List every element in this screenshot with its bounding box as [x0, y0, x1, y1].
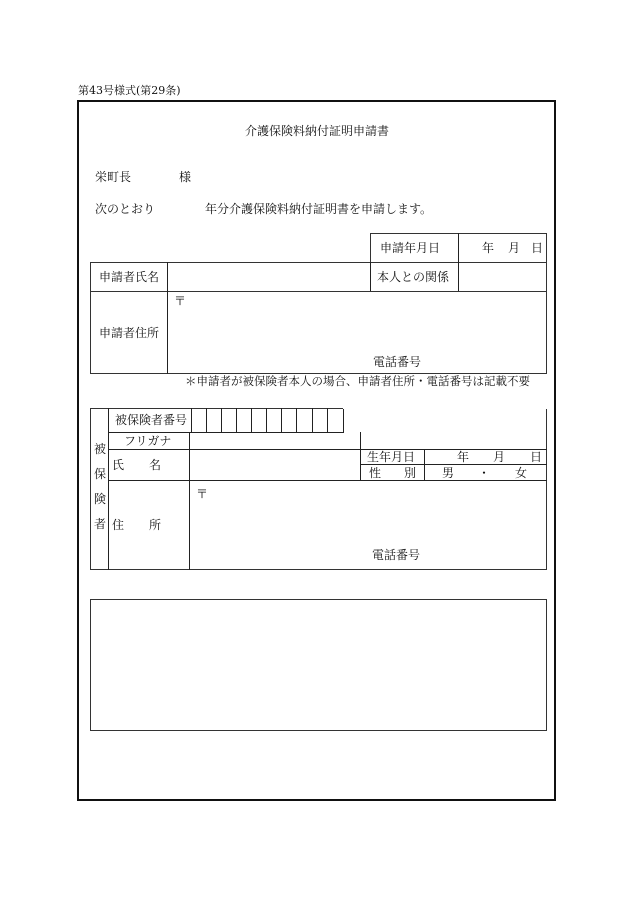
applicant-date-label: 申請年月日 [380, 241, 441, 255]
form-title: 介護保険料納付証明申請書 [245, 124, 390, 138]
insured-number-input[interactable] [192, 409, 343, 432]
sex-label-2: 別 [404, 466, 417, 480]
sex-male-option[interactable]: 男 [442, 466, 455, 480]
applicant-address-input[interactable] [168, 292, 546, 373]
sex-female-option[interactable]: 女 [515, 466, 528, 480]
addressee-honorific: 様 [179, 170, 192, 184]
applicant-date-field[interactable]: 年 月 日 [482, 241, 544, 255]
insured-name-input[interactable] [190, 450, 360, 480]
postal-mark-icon: 〒 [174, 294, 187, 308]
insured-address-label-2: 所 [149, 518, 162, 532]
birth-date-field[interactable]: 年 月 日 [457, 450, 543, 464]
applicant-relation-label: 本人との関係 [377, 270, 450, 284]
form-frame: 介護保険料納付証明申請書 栄町長 様 次のとおり 年分介護保険料納付証明書を申請します。 申請年月日 年 月 日 申請者氏名 本人との関係 申請者住所 〒 電話番号 ＊申請者が被保険者本人の場合、申請者住所・電話番号は記載不要 被 保 険 者 被保険者番号 フリガナ 氏 名 生年月日 年 月 日 性 別 男 ・ 女 住 所 〒 電話番号 [77, 100, 556, 801]
addressee-name: 栄町長 [95, 170, 132, 184]
insured-number-label: 被保険者番号 [115, 413, 188, 427]
applicant-name-label: 申請者氏名 [99, 270, 160, 284]
insured-name-label-2: 名 [149, 458, 162, 472]
request-body: 年分介護保険料納付証明書を申請します。 [205, 202, 433, 216]
applicant-name-input[interactable] [168, 263, 369, 291]
applicant-relation-input[interactable] [459, 263, 546, 291]
insured-address-input[interactable] [190, 481, 546, 569]
birth-date-label: 生年月日 [367, 450, 416, 464]
insured-postal-mark-icon: 〒 [196, 487, 209, 501]
applicant-phone-label: 電話番号 [373, 355, 422, 369]
sex-separator: ・ [478, 466, 491, 480]
request-prefix: 次のとおり [95, 202, 156, 216]
form-number: 第43号様式(第29条) [78, 84, 181, 97]
applicant-note: ＊申請者が被保険者本人の場合、申請者住所・電話番号は記載不要 [185, 374, 530, 388]
remarks-box[interactable] [90, 599, 547, 731]
insured-address-label-1: 住 [112, 518, 125, 532]
furigana-input[interactable] [190, 433, 360, 449]
applicant-address-label: 申請者住所 [99, 326, 160, 340]
insured-phone-label: 電話番号 [372, 548, 421, 562]
insured-name-label-1: 氏 [112, 458, 125, 472]
furigana-label: フリガナ [124, 434, 172, 448]
year-input[interactable] [159, 198, 199, 218]
sex-label-1: 性 [369, 466, 382, 480]
